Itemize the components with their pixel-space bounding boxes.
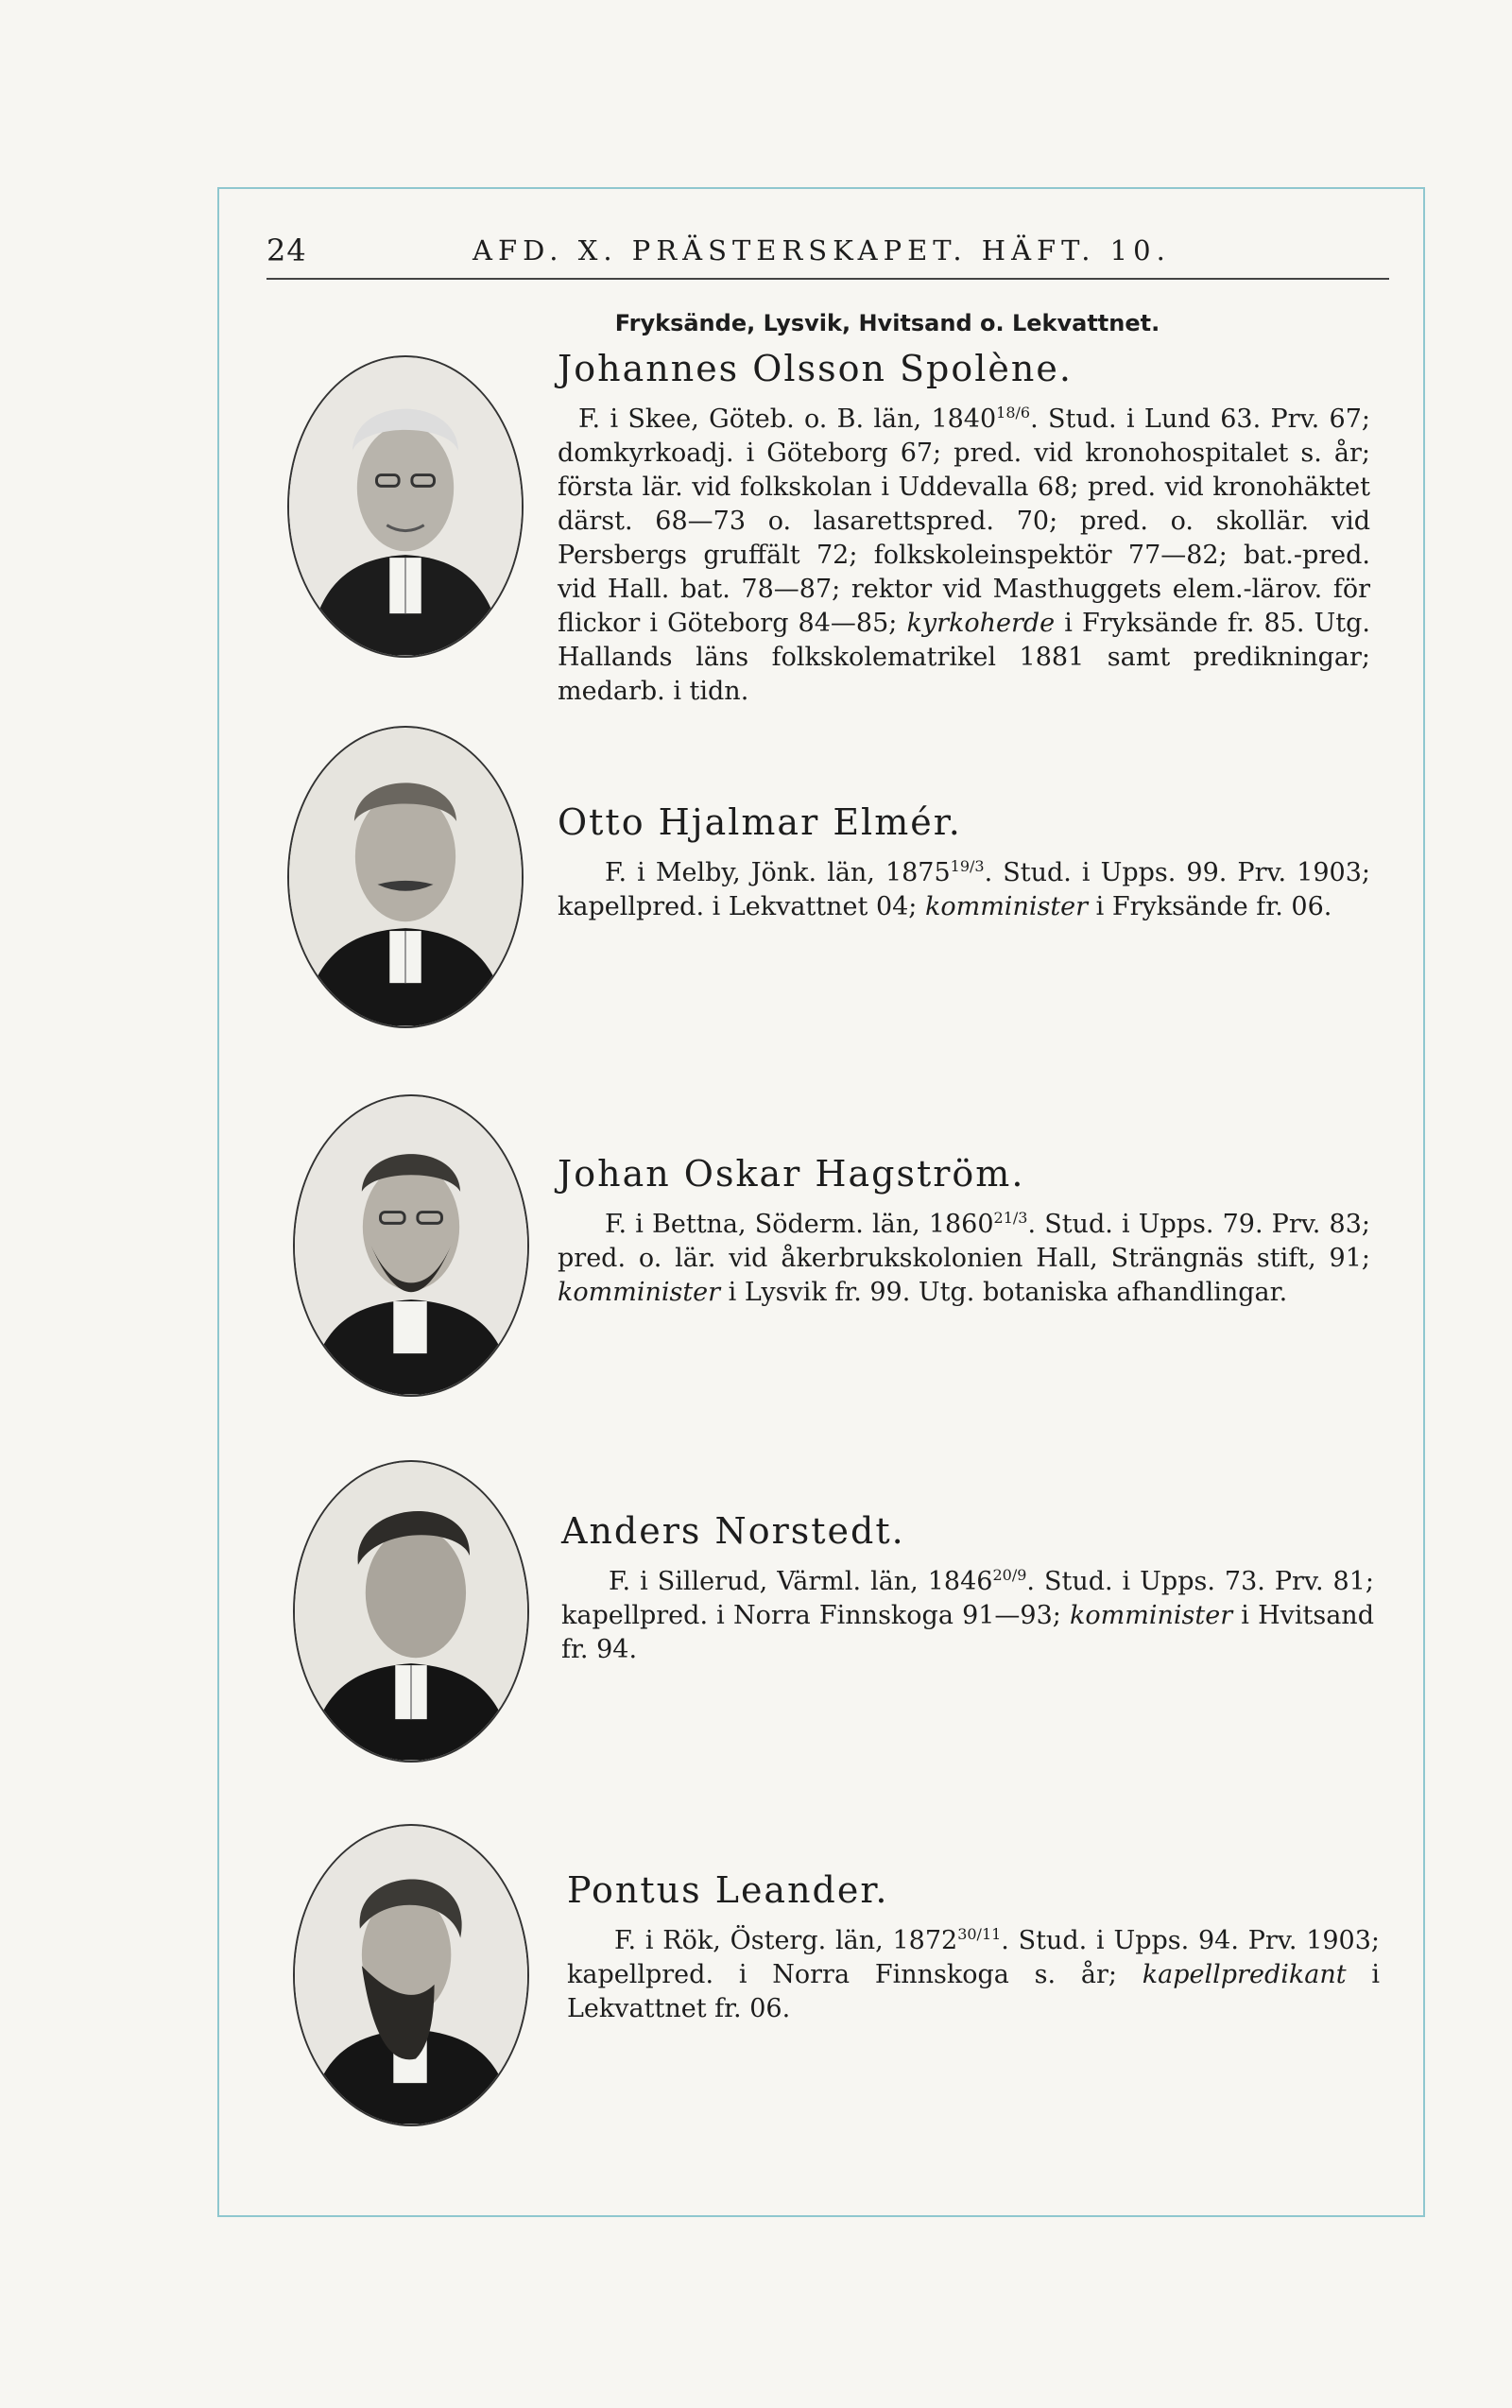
section-title: Fryksände, Lysvik, Hvitsand o. Lekvattnet. <box>614 310 1160 336</box>
office-title: kapellpredikant <box>1142 1960 1347 1989</box>
birth-date-sup: 21/3 <box>993 1209 1028 1227</box>
portrait-5 <box>293 1824 529 2126</box>
bio-4 <box>561 1510 1374 1667</box>
running-head: AFD. X. PRÄSTERSKAPET. HÄFT. 10. <box>472 234 1171 267</box>
person-name: Johannes Olsson Spolène. <box>558 348 1073 389</box>
birth-date-sup: 18/6 <box>996 404 1031 421</box>
bio-part: i Fryksände fr. 06. <box>1088 892 1332 921</box>
portrait-photo-icon <box>289 728 522 1026</box>
birth-date-sup: 19/3 <box>950 857 985 875</box>
birth-date-sup: 20/9 <box>992 1566 1027 1584</box>
bio-part: . Stud. i Upps. 73. Prv. 81; kapellpred. i Norra Finnskoga 91—93; <box>561 1567 1374 1630</box>
portrait-2 <box>287 726 524 1028</box>
bio-text <box>558 1208 1370 1310</box>
portrait-photo-icon <box>295 1462 527 1761</box>
bio-part: . Stud. i Upps. 99. Prv. 1903; kapellpred. i Lekvattnet 04; <box>558 858 1371 921</box>
bio-text <box>558 856 1370 924</box>
bio-text <box>567 1924 1380 2026</box>
portrait-photo-icon <box>295 1826 527 2124</box>
bio-part: F. i Melby, Jönk. län, 1875 <box>605 858 951 887</box>
office-title: komminister <box>558 1278 721 1307</box>
bio-text <box>561 1565 1374 1667</box>
bio-part: i Lekvattnet fr. 06. <box>567 1960 1380 2023</box>
page-header <box>266 227 1389 280</box>
person-name: Johan Oskar Hagström. <box>558 1153 1025 1195</box>
bio-part: . Stud. i Upps. 94. Prv. 1903; kapellpred. i Norra Finnskoga s. år; <box>567 1926 1381 1989</box>
page-frame <box>217 187 1425 2217</box>
bio-1 <box>558 348 1370 709</box>
portrait-photo-icon <box>289 357 522 656</box>
person-name: Anders Norstedt. <box>561 1510 905 1552</box>
birth-date-sup: 30/11 <box>957 1925 1002 1943</box>
bio-part: F. i Sillerud, Värml. län, 1846 <box>609 1567 993 1596</box>
bio-part: i Lysvik fr. 99. Utg. botaniska afhandlingar. <box>720 1278 1288 1307</box>
bio-part: F. i Skee, Göteb. o. B. län, 1840 <box>578 404 997 434</box>
bio-part: F. i Bettna, Söderm. län, 1860 <box>605 1210 994 1239</box>
page-number: 24 <box>266 232 307 268</box>
bio-part: . Stud. i Upps. 79. Prv. 83; pred. o. lär. vid åkerbrukskolonien Hall, Strängnäs stift, 91; <box>558 1210 1370 1273</box>
portrait-1 <box>287 355 524 658</box>
portrait-3 <box>293 1094 529 1397</box>
office-title: komminister <box>1070 1601 1233 1630</box>
bio-part: i Fryksände fr. 85. Utg. Hallands läns folkskolematrikel 1881 samt predikningar; medarb. i tidn. <box>558 609 1370 706</box>
portrait-photo-icon <box>295 1096 527 1395</box>
office-title: komminister <box>924 892 1089 921</box>
bio-part: . Stud. i Lund 63. Prv. 67; domkyrkoadj. i Göteborg 67; pred. vid kronohospitalet s. år; första lär. vid folkskolan i Uddevalla 68; pred. vid kronohäktet därst. 68—73 o. lasarettspred. 70; pred. o. skollär. vid Persbergs gruffält 72; folkskoleinspektör 77—82; bat.-pred. vid Hall. bat. 78—87; rektor vid Masthuggets elem.-lärov. för flickor i Göteborg 84—85; <box>558 404 1370 638</box>
person-name: Otto Hjalmar Elmér. <box>558 801 962 843</box>
bio-3 <box>558 1153 1370 1310</box>
bio-text <box>558 403 1370 709</box>
bio-2 <box>558 801 1370 924</box>
bio-part: i Hvitsand fr. 94. <box>561 1601 1374 1664</box>
bio-5 <box>567 1869 1380 2026</box>
portrait-4 <box>293 1460 529 1763</box>
office-title: kyrkoherde <box>906 609 1056 638</box>
person-name: Pontus Leander. <box>567 1869 889 1911</box>
bio-part: F. i Rök, Österg. län, 1872 <box>614 1926 958 1955</box>
